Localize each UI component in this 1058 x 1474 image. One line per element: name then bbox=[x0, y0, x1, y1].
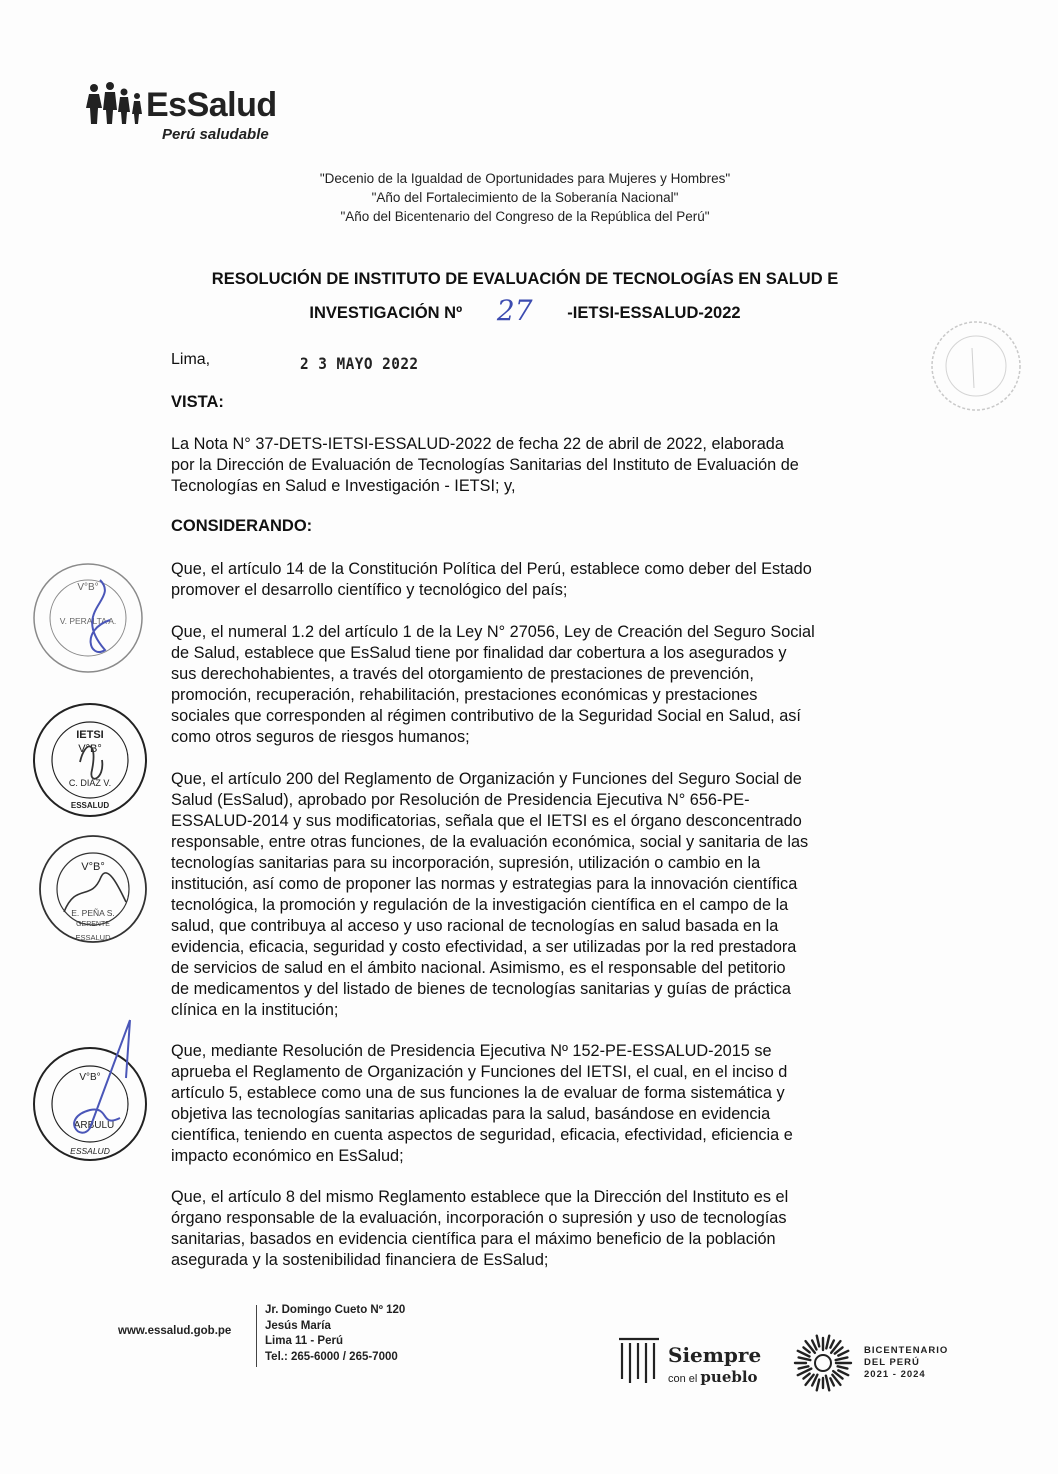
text-line: Que, el artículo 8 del mismo Reglamento establece que la Dirección del Instituto es el bbox=[171, 1188, 789, 1206]
bicentenario-emblem-icon bbox=[790, 1330, 856, 1396]
stamp-bottom: ESSALUD bbox=[70, 1146, 110, 1156]
text-line: objetiva las tecnologías sanitarias aplicadas para la salud, basándose en evidencia bbox=[171, 1105, 771, 1123]
footer-divider bbox=[256, 1305, 257, 1367]
title-suffix: -IETSI-ESSALUD-2022 bbox=[567, 304, 741, 322]
bicentenario-line: BICENTENARIO bbox=[864, 1345, 949, 1356]
text-line: promoción, recuperación, rehabilitación, prestaciones económicas y prestaciones bbox=[171, 686, 758, 704]
decenio-line: "Decenio de la Igualdad de Oportunidades para Mujeres y Hombres" bbox=[319, 171, 731, 186]
title-line-1: RESOLUCIÓN DE INSTITUTO DE EVALUACIÓN DE TECNOLOGÍAS EN SALUD E bbox=[211, 270, 839, 288]
considerando-paragraph-5 bbox=[171, 1187, 877, 1271]
resolution-number: 27 bbox=[496, 294, 533, 327]
text-line: tecnologías sanitarias para su incorporación, supresión, utilización o cambio en la bbox=[171, 854, 761, 872]
text-line: de servicios de salud en el ámbito nacional. Asimismo, es el responsable del petitorio bbox=[171, 959, 786, 977]
text-line: como otros seguros de riesgos humanos; bbox=[171, 728, 470, 746]
text-line: clínica en la institución; bbox=[171, 1001, 339, 1019]
text-line: responsable, entre otras funciones, de la evaluación económica, social y sanitaria de las bbox=[171, 833, 809, 851]
stamp-vb: V°B° bbox=[81, 861, 105, 873]
faint-round-stamp bbox=[928, 318, 1024, 414]
text-line: Tecnologías en Salud e Investigación - IETSI; y, bbox=[171, 477, 516, 495]
text-line: impacto económico en EsSalud; bbox=[171, 1147, 404, 1165]
text-line: artículo 5, establece como una de sus funciones la de evaluar de forma sistemática y bbox=[171, 1084, 785, 1102]
text-line: tecnológica, la promoción y regulación de la investigación científica en el campo de la bbox=[171, 896, 789, 914]
stamp-bottom: ESSALUD bbox=[70, 801, 110, 810]
stamp-vb: V°B° bbox=[79, 1072, 101, 1083]
bicentenario-line: DEL PERÚ bbox=[864, 1357, 920, 1368]
vista-paragraph bbox=[171, 434, 877, 497]
considerando-paragraph-4 bbox=[171, 1041, 877, 1167]
text-line: Salud (EsSalud), aprobado por Resolución de Presidencia Ejecutiva N° 656-PE- bbox=[171, 791, 750, 809]
text-line: sanitarias, basados en evidencia científica para el máximo beneficio de la población bbox=[171, 1230, 776, 1248]
approval-stamp-gerente bbox=[36, 832, 150, 946]
stamp-vb: V°B° bbox=[77, 582, 99, 593]
address-line: Jr. Domingo Cueto Nº 120 bbox=[265, 1304, 406, 1316]
text-line: aprueba el Reglamento de Organización y Funciones del IETSI, el cual, en el inciso d bbox=[171, 1063, 788, 1081]
columns-icon bbox=[616, 1335, 662, 1389]
approval-stamp-ietsi bbox=[30, 700, 150, 820]
text-line: institución, así como de proponer las normas y estrategias para la innovación científica bbox=[171, 875, 798, 893]
text-line: sus derechohabientes, a través del otorgamiento de prestaciones de prevención, bbox=[171, 665, 754, 683]
text-line: científica, teniendo en cuenta aspectos de seguridad, eficacia, efectividad, eficiencia e bbox=[171, 1126, 793, 1144]
considerando-paragraph-1 bbox=[171, 559, 877, 601]
text-line: promover el desarrollo científico y tecnológico del país; bbox=[171, 581, 568, 599]
title-prefix: INVESTIGACIÓN Nº bbox=[309, 304, 463, 322]
stamp-name: C. DIAZ V. bbox=[68, 778, 112, 788]
address-line: Tel.: 265-6000 / 265-7000 bbox=[265, 1350, 398, 1363]
logo-tagline: Perú saludable bbox=[162, 126, 269, 143]
text-line: salud, que contribuya al acceso y uso racional de tecnologías en salud basada en la bbox=[171, 917, 779, 935]
essalud-logo bbox=[86, 76, 306, 146]
decenio-line: "Año del Fortalecimiento de la Soberanía Nacional" bbox=[371, 190, 679, 205]
text-line: Que, el numeral 1.2 del artículo 1 de la Ley N° 27056, Ley de Creación del Seguro Social bbox=[171, 623, 815, 641]
text-line: evidencia, eficacia, seguridad y costo efectividad, a ser utilizadas por la red prestadora bbox=[171, 938, 797, 956]
text-line: Que, mediante Resolución de Presidencia Ejecutiva Nº 152-PE-ESSALUD-2015 se bbox=[171, 1042, 772, 1060]
address-line: Jesús María bbox=[265, 1319, 331, 1332]
text-line: La Nota N° 37-DETS-IETSI-ESSALUD-2022 de fecha 22 de abril de 2022, elaborada bbox=[171, 435, 784, 453]
footer-address bbox=[265, 1303, 405, 1365]
title-line-2 bbox=[120, 295, 930, 329]
approval-stamp-asesoria bbox=[30, 1018, 156, 1168]
stamp-ietsi: IETSI bbox=[76, 729, 104, 741]
text-line: de Salud, establece que EsSalud tiene por finalidad dar cobertura a los asegurados y bbox=[171, 644, 787, 662]
family-figures-icon bbox=[86, 82, 146, 126]
text-line: Que, el artículo 200 del Reglamento de Organización y Funciones del Seguro Social de bbox=[171, 770, 802, 788]
siempre-con-el-pueblo-logo bbox=[616, 1335, 766, 1389]
text-line: ESSALUD-2014 y sus modificatorias, señala que el IETSI es el órgano desconcentrado bbox=[171, 812, 802, 830]
considerando-paragraph-3 bbox=[171, 769, 877, 1021]
siempre-subtitle bbox=[668, 1368, 758, 1386]
resolution-title bbox=[120, 264, 930, 329]
stamp-name: V. PERALTA A. bbox=[59, 616, 117, 626]
siempre-word: Siempre bbox=[668, 1343, 762, 1367]
bicentenario-line: 2021 - 2024 bbox=[864, 1369, 926, 1380]
siempre-sub-small: con el bbox=[668, 1373, 698, 1385]
considerando-paragraph-2 bbox=[171, 622, 877, 748]
stamp-role: GERENTE bbox=[76, 921, 110, 928]
text-line: asegurada y la sostenibilidad financiera de EsSalud; bbox=[171, 1251, 549, 1269]
text-line: por la Dirección de Evaluación de Tecnologías Sanitarias del Instituto de Evaluación de bbox=[171, 456, 799, 474]
considerando-heading: CONSIDERANDO: bbox=[171, 517, 313, 535]
stamp-vb: V°B° bbox=[78, 743, 102, 755]
vista-heading: VISTA: bbox=[171, 393, 224, 411]
stamp-name: E. PEÑA S. bbox=[71, 908, 115, 918]
decenio-line: "Año del Bicentenario del Congreso de la República del Perú" bbox=[340, 209, 710, 224]
stamp-bottom: ESSALUD bbox=[75, 933, 111, 942]
approval-stamp-1 bbox=[30, 560, 146, 676]
logo-name: EsSalud bbox=[146, 86, 277, 124]
text-line: Que, el artículo 14 de la Constitución Política del Perú, establece como deber del Estado bbox=[171, 560, 812, 578]
text-line: de medicamentos y del listado de bienes de tecnologías sanitarias y guías de práctica bbox=[171, 980, 791, 998]
bicentenario-text bbox=[864, 1345, 948, 1381]
address-line: Lima 11 - Perú bbox=[265, 1335, 343, 1347]
text-line: sociales que corresponden al régimen contributivo de la Seguridad Social en Salud, así bbox=[171, 707, 801, 725]
siempre-sub-big: pueblo bbox=[700, 1368, 758, 1386]
text-line: órgano responsable de la evaluación, incorporación o supresión y uso de tecnologías bbox=[171, 1209, 787, 1227]
footer-url: www.essalud.gob.pe bbox=[118, 1325, 232, 1337]
stamp-name: ARBULU bbox=[73, 1120, 115, 1131]
decenio-block bbox=[250, 169, 800, 226]
date-stamp: 2 3 MAYO 2022 bbox=[300, 354, 419, 373]
place-label: Lima, bbox=[171, 351, 211, 368]
